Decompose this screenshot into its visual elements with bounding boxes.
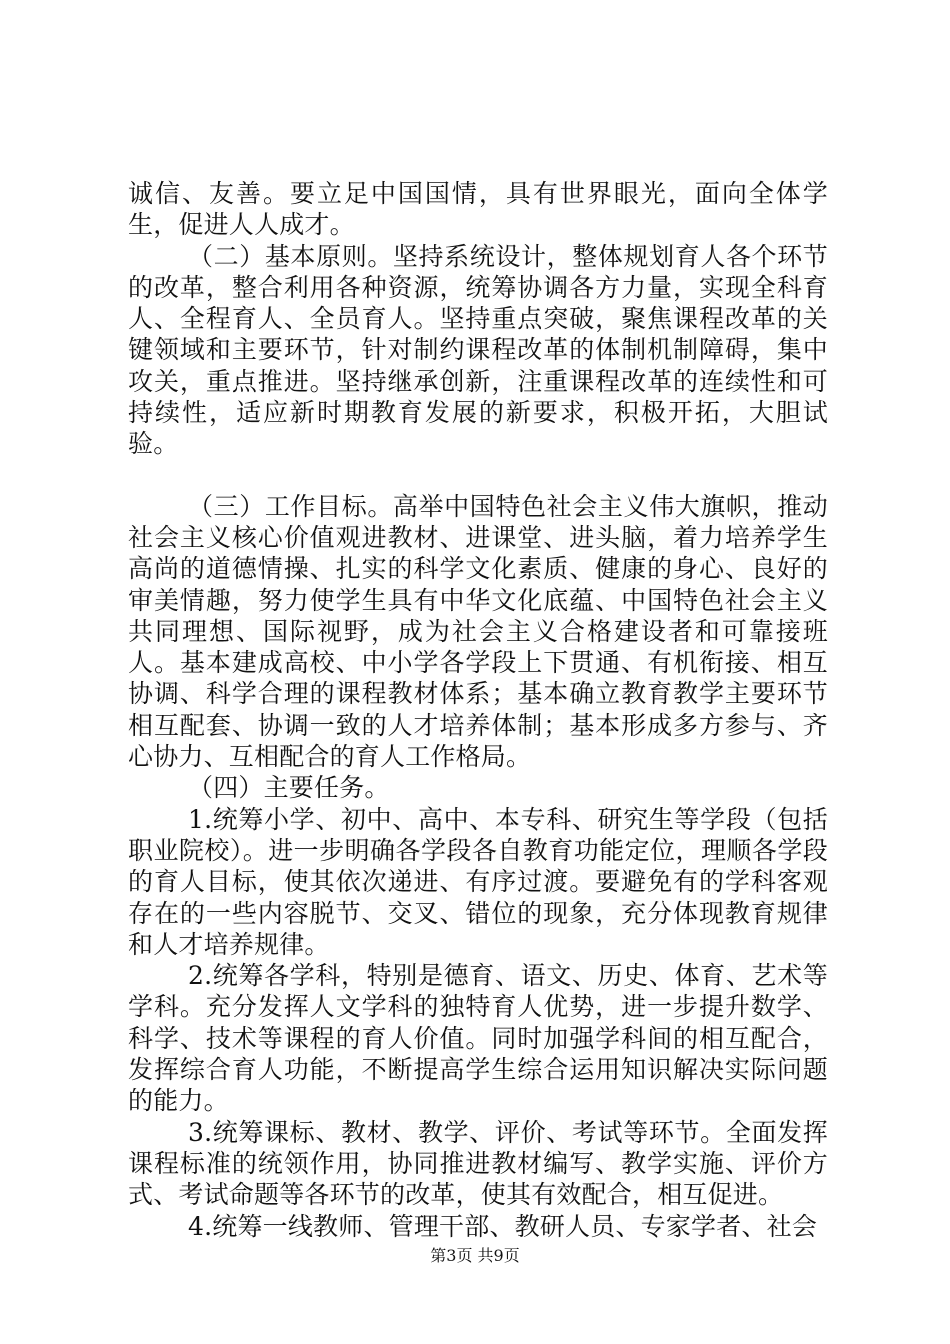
paragraph-basic-principles: （二）基本原则。坚持系统设计，整体规划育人各个环节的改革，整合利用各种资源，统筹协调各方力量，实现全科育人、全程育人、全员育人。坚持重点突破，聚焦课程改革的关键领域和主要环节，针对制约课程改革的体制机制障碍，集中攻关，重点推进。坚持继承创新，注重课程改革的连续性和可持续性，适应新时期教育发展的新要求，积极开拓，大胆试验。 <box>128 241 828 459</box>
paragraph-task-4: 4.统筹一线教师、管理干部、教研人员、专家学者、社会 <box>188 1211 818 1241</box>
paragraph-work-goals: （三）工作目标。高举中国特色社会主义伟大旗帜，推动社会主义核心价值观进教材、进课堂、进头脑，着力培养学生高尚的道德情操、扎实的科学文化素质、健康的身心、良好的审美情趣，努力使学生具有中华文化底蕴、中国特色社会主义共同理想、国际视野，成为社会主义合格建设者和可靠接班人。基本建成高校、中小学各学段上下贯通、有机衔接、相互协调、科学合理的课程教材体系；基本确立教育教学主要环节相互配套、协调一致的人才培养体制；基本形成多方参与、齐心协力、互相配合的育人工作格局。 <box>128 491 828 772</box>
paragraph-task-1: 1.统筹小学、初中、高中、本专科、研究生等学段（包括职业院校）。进一步明确各学段各自教育功能定位，理顺各学段的育人目标，使其依次递进、有序过渡。要避免有的学科客观存在的一些内容脱节、交叉、错位的现象，充分体现教育规律和人才培养规律。 <box>128 804 828 959</box>
page-number-footer: 第3页 共9页 <box>430 1246 520 1265</box>
document-body <box>128 178 828 1242</box>
paragraph-task-3: 3.统筹课标、教材、教学、评价、考试等环节。全面发挥课程标准的统领作用，协同推进教材编写、教学实施、评价方式、考试命题等各环节的改革，使其有效配合，相互促进。 <box>128 1117 828 1210</box>
paragraph-main-tasks-heading: （四）主要任务。 <box>188 773 390 803</box>
paragraph-continuation: 诚信、友善。要立足中国国情，具有世界眼光，面向全体学生，促进人人成才。 <box>128 179 828 240</box>
paragraph-task-2: 2.统筹各学科，特别是德育、语文、历史、体育、艺术等学科。充分发挥人文学科的独特育人优势，进一步提升数学、科学、技术等课程的育人价值。同时加强学科间的相互配合，发挥综合育人功能，不断提高学生综合运用知识解决实际问题的能力。 <box>128 961 828 1116</box>
